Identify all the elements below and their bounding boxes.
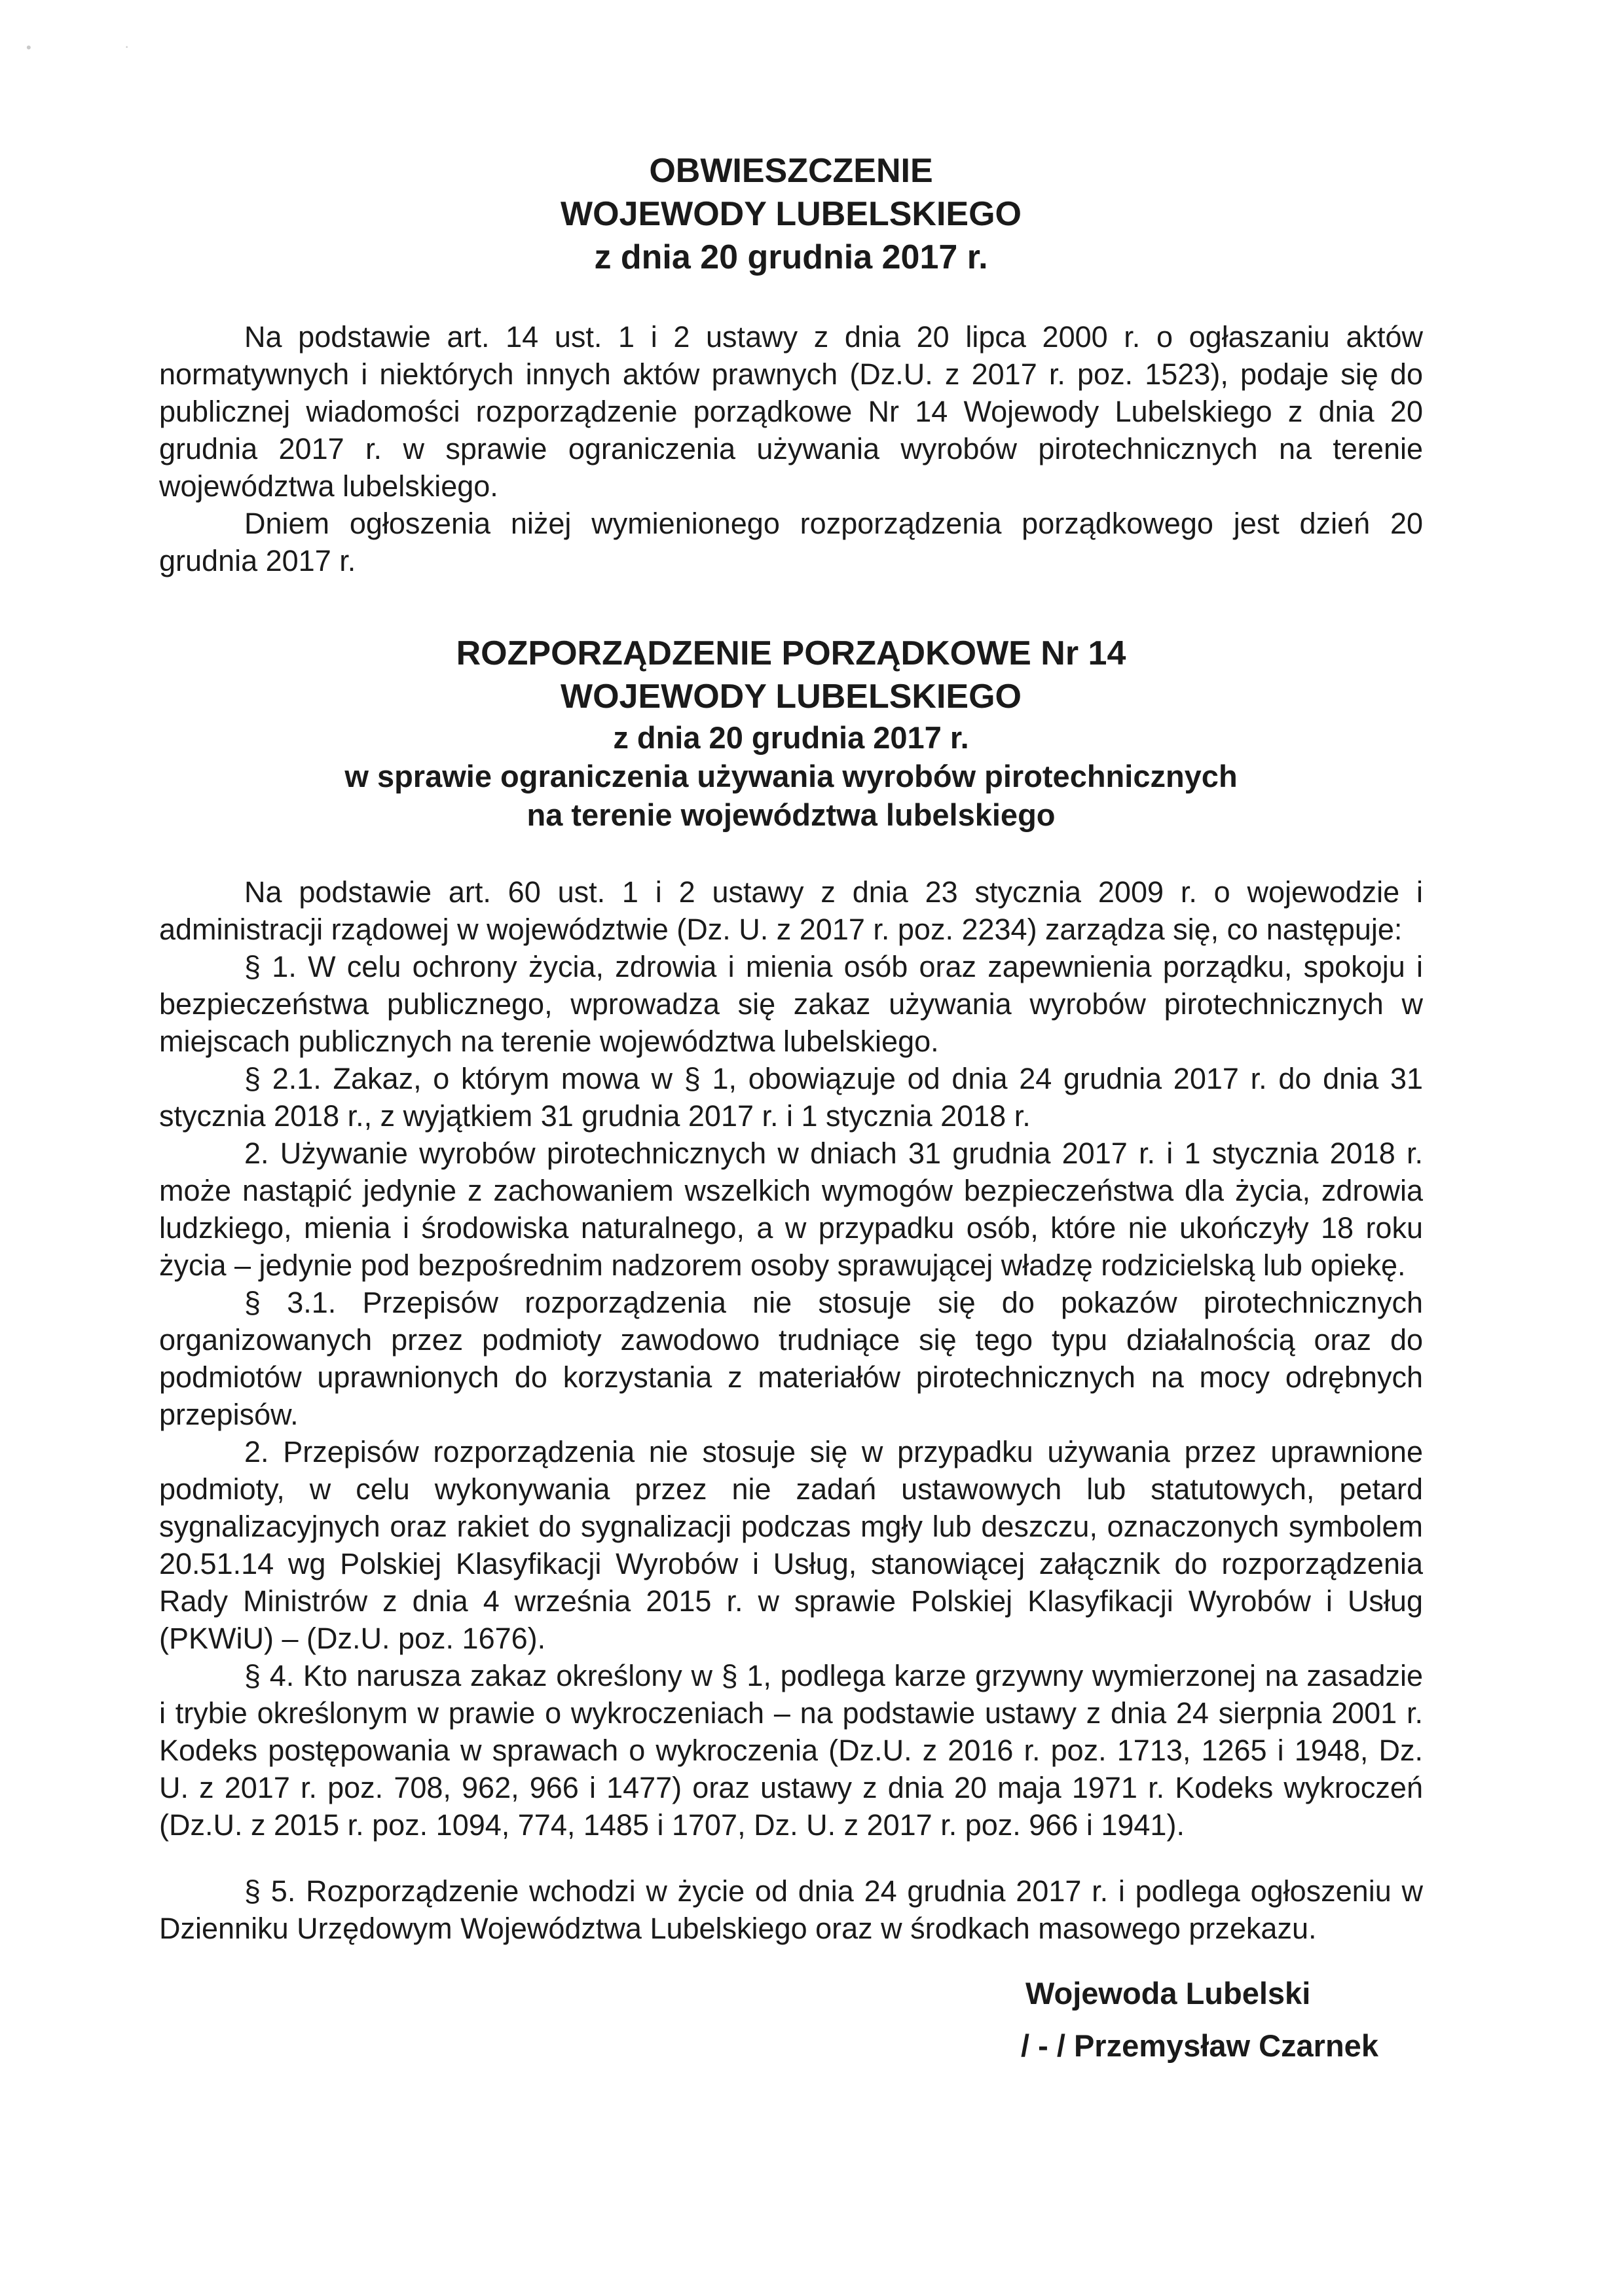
regulation-preamble: Na podstawie art. 60 ust. 1 i 2 ustawy z dnia 23 stycznia 2009 r. o wojewodzie i administracji rządowej w województwie (Dz. U. z 2017 r. poz. 2234) zarządza się, co następuje: bbox=[159, 875, 1423, 946]
signature-block bbox=[1021, 1967, 1378, 2072]
regulation-section: 2. Używanie wyrobów pirotechnicznych w dniach 31 grudnia 2017 r. i 1 stycznia 2018 r. może nastąpić jedynie z zachowaniem wszelkich wymogów bezpieczeństwa dla życia, zdrowia ludzkiego, mienia i środowiska naturalnego, a w przypadku osób, które nie ukończyły 18 roku życia – jedynie pod bezpośrednim nadzorem osoby sprawującej władzę rodzicielską lub opiekę. bbox=[159, 1137, 1423, 1282]
regulation-section: § 3.1. Przepisów rozporządzenia nie stosuje się do pokazów pirotechnicznych organizowanych przez podmioty zawodowo trudniące się tego typu działalnością oraz do podmiotów uprawnionych do korzystania z materiałów pirotechnicznych na mocy odrębnych przepisów. bbox=[159, 1286, 1423, 1431]
announcement-paragraph: Na podstawie art. 14 ust. 1 i 2 ustawy z dnia 20 lipca 2000 r. o ogłaszaniu aktów normatywnych i niektórych innych aktów prawnych (Dz.U. z 2017 r. poz. 1523), podaje się do publicznej wiadomości rozporządzenie porządkowe Nr 14 Wojewody Lubelskiego z dnia 20 grudnia 2017 r. w sprawie ograniczenia używania wyrobów pirotechnicznych na terenie województwa lubelskiego. bbox=[159, 320, 1423, 503]
regulation-issuer: WOJEWODY LUBELSKIEGO bbox=[561, 678, 1022, 716]
regulation-section: § 5. Rozporządzenie wchodzi w życie od dnia 24 grudnia 2017 r. i podlega ogłoszeniu w Dzienniku Urzędowym Województwa Lubelskiego oraz w środkach masowego przekazu. bbox=[159, 1874, 1423, 1945]
regulation-section: 2. Przepisów rozporządzenia nie stosuje się w przypadku używania przez uprawnione podmioty, w celu wykonywania przez nie zadań ustawowych lub statutowych, petard sygnalizacyjnych oraz rakiet do sygnalizacji podczas mgły lub deszczu, oznaczonych symbolem 20.51.14 wg Polskiej Klasyfikacji Wyrobów i Usług, stanowiącej załącznik do rozporządzenia Rady Ministrów z dnia 4 września 2015 r. w sprawie Polskiej Klasyfikacji Wyrobów i Usług (PKWiU) – (Dz.U. poz. 1676). bbox=[159, 1435, 1423, 1655]
announcement-date: z dnia 20 grudnia 2017 r. bbox=[594, 238, 988, 276]
announcement-heading bbox=[159, 149, 1423, 279]
scan-speck: • bbox=[26, 39, 31, 56]
signatory-title: Wojewoda Lubelski bbox=[1025, 1976, 1311, 2011]
regulation-date: z dnia 20 grudnia 2017 r. bbox=[613, 720, 969, 755]
regulation-subject: w sprawie ograniczenia używania wyrobów pirotechnicznych bbox=[344, 759, 1238, 793]
scan-speck: · bbox=[124, 38, 130, 54]
announcement-title: OBWIESZCZENIE bbox=[649, 152, 933, 190]
signatory-name: / - / Przemysław Czarnek bbox=[1021, 2028, 1378, 2063]
regulation-section: § 4. Kto narusza zakaz określony w § 1, podlega karze grzywny wymierzonej na zasadzie i trybie określonym w prawie o wykroczeniach – na podstawie ustawy z dnia 24 sierpnia 2001 r. Kodeks postępowania w sprawach o wykroczenia (Dz.U. z 2016 r. poz. 1713, 1265 i 1948, Dz. U. z 2017 r. poz. 708, 962, 966 i 1477) oraz ustawy z dnia 20 maja 1971 r. Kodeks wykroczeń (Dz.U. z 2015 r. poz. 1094, 774, 1485 i 1707, Dz. U. z 2017 r. poz. 966 i 1941). bbox=[159, 1659, 1423, 1842]
document-body bbox=[159, 149, 1423, 1947]
announcement-paragraph: Dniem ogłoszenia niżej wymienionego rozporządzenia porządkowego jest dzień 20 grudnia 2017 r. bbox=[159, 507, 1423, 577]
regulation-subject: na terenie województwa lubelskiego bbox=[526, 797, 1056, 832]
announcement-issuer: WOJEWODY LUBELSKIEGO bbox=[561, 195, 1022, 233]
regulation-section: § 2.1. Zakaz, o którym mowa w § 1, obowiązuje od dnia 24 grudnia 2017 r. do dnia 31 stycznia 2018 r., z wyjątkiem 31 grudnia 2017 r. i 1 stycznia 2018 r. bbox=[159, 1062, 1423, 1133]
regulation-title: ROZPORZĄDZENIE PORZĄDKOWE Nr 14 bbox=[456, 634, 1126, 672]
regulation-section: § 1. W celu ochrony życia, zdrowia i mienia osób oraz zapewnienia porządku, spokoju i bezpieczeństwa publicznego, wprowadza się zakaz używania wyrobów pirotechnicznych w miejscach publicznych na terenie województwa lubelskiego. bbox=[159, 950, 1423, 1058]
regulation-heading bbox=[159, 632, 1423, 834]
